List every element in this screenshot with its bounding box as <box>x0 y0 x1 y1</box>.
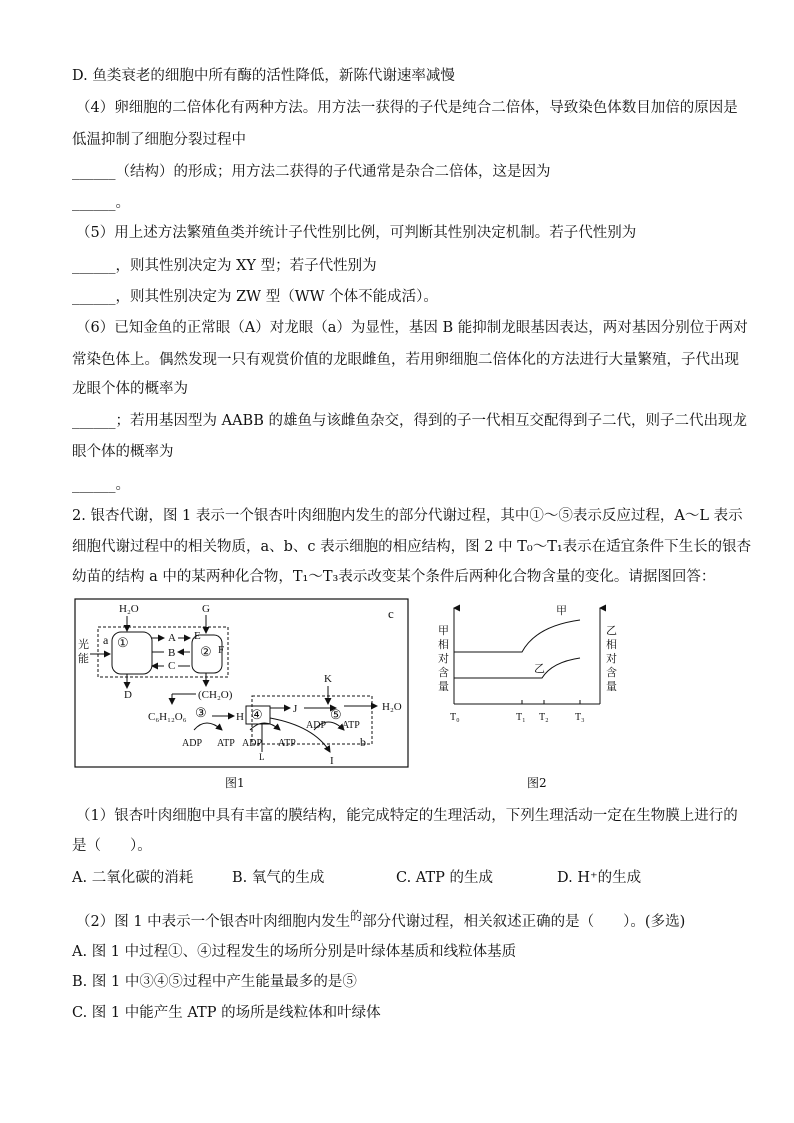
reaction-1: ① <box>117 635 129 650</box>
label-h2o-top: H₂O <box>119 603 139 615</box>
label-adp-1: ADP <box>182 738 203 749</box>
reaction-3: ③ <box>195 705 207 720</box>
label-atp-2: ATP <box>278 738 296 749</box>
label-adp-3: ADP <box>306 720 327 731</box>
tick-t2: T₂ <box>539 712 549 723</box>
label-b-sub: B <box>168 647 176 659</box>
figure-1-diagram <box>74 598 410 770</box>
tick-t3: T₃ <box>575 712 585 723</box>
figure-2-graph <box>430 602 630 732</box>
label-ch2o: (CH₂O) <box>198 689 233 701</box>
q6-line-2: 常染色体上。偶然发现一只有观赏价值的龙眼雌鱼，若用卵细胞二倍体化的方法进行大量繁殖，子代出现 <box>72 352 739 368</box>
sub-q2-part-2: 部分代谢过程，相关叙述正确的是（ ）。(多选) <box>362 913 686 930</box>
q1-option-c: C. ATP 的生成 <box>396 870 494 886</box>
q2-option-b: B. 图 1 中③④⑤过程中产生能量最多的是⑤ <box>72 974 357 990</box>
label-yi: 乙 <box>534 663 545 675</box>
q6-line-5: 眼个体的概率为 <box>72 444 174 460</box>
right-axis-char-3: 对 <box>606 653 617 665</box>
reaction-2: ② <box>200 644 212 659</box>
label-h: H <box>236 711 244 723</box>
q2-option-c: C. 图 1 中能产生 ATP 的场所是线粒体和叶绿体 <box>72 1005 381 1021</box>
label-glucose: C₆H₁₂O₆ <box>148 711 187 723</box>
right-axis-char-5: 量 <box>606 681 617 693</box>
option-d-line: D. 鱼类衰老的细胞中所有酶的活性降低，新陈代谢速率减慢 <box>72 68 455 84</box>
sub-q1-line-1: （1）银杏叶肉细胞中具有丰富的膜结构，能完成特定的生理活动，下列生理活动一定在生物膜上进行的 <box>76 808 738 824</box>
q2-stem-3: 幼苗的结构 a 中的某两种化合物，T₁～T₃表示改变某个条件后两种化合物含量的变化。请据图回答： <box>72 569 716 585</box>
sub-q1-line-2: 是（ ）。 <box>72 838 152 854</box>
reaction-4: ④ <box>251 707 263 722</box>
q6-blank-1: ______；若用基因型为 AABB 的雄鱼与该雌鱼杂交，得到的子一代相互交配得到子二代，则子二代出现龙 <box>72 413 747 429</box>
q4-line-1: （4）卵细胞的二倍体化有两种方法。用方法一获得的子代是纯合二倍体，导致染色体数目加倍的原因是 <box>76 100 738 116</box>
q1-option-b: B. 氧气的生成 <box>232 870 325 886</box>
q5-line-1: （5）用上述方法繁殖鱼类并统计子代性别比例，可判断其性别决定机制。若子代性别为 <box>76 225 637 241</box>
left-axis-char-1: 甲 <box>438 625 449 637</box>
curve-jia <box>454 620 580 652</box>
q4-line-2: 低温抑制了细胞分裂过程中 <box>72 132 246 148</box>
label-atp-1: ATP <box>217 738 235 749</box>
left-axis-char-4: 含 <box>438 667 449 679</box>
label-guang: 光 <box>78 639 89 651</box>
q6-blank-2: ______。 <box>72 477 130 493</box>
q2-option-a: A. 图 1 中过程①、④过程发生的场所分别是叶绿体基质和线粒体基质 <box>72 944 517 960</box>
q2-stem-2: 细胞代谢过程中的相关物质，a、b、c 表示细胞的相应结构，图 2 中 T₀～T₁表示在适宜条件下生长的银杏 <box>72 539 752 555</box>
figure-1-caption: 图1 <box>225 776 245 790</box>
q1-option-a: A. 二氧化碳的消耗 <box>72 870 194 886</box>
sub-q2-part-1: （2）图 1 中表示一个银杏叶肉细胞内发生 <box>76 913 351 930</box>
tick-t1: T₁ <box>516 712 526 723</box>
label-g: G <box>202 603 210 615</box>
label-l: L <box>259 752 265 762</box>
label-neng: 能 <box>78 653 89 665</box>
right-axis-char-1: 乙 <box>606 625 617 637</box>
q4-blank-2: ______。 <box>72 195 130 211</box>
q6-line-3: 龙眼个体的概率为 <box>72 381 188 397</box>
label-adp-2: ADP <box>242 738 263 749</box>
left-axis-char-2: 相 <box>438 639 449 651</box>
sub-q2-line <box>76 906 685 932</box>
label-b: b <box>360 735 366 749</box>
label-e: E <box>194 630 201 642</box>
q5-blank-2: ______，则其性别决定为 ZW 型（WW 个体不能成活）。 <box>72 289 438 305</box>
label-atp-3: ATP <box>342 720 360 731</box>
reaction-5: ⑤ <box>330 707 342 722</box>
figure-2-caption: 图2 <box>527 776 547 790</box>
q6-line-1: （6）已知金鱼的正常眼（A）对龙眼（a）为显性，基因 B 能抑制龙眼基因表达，两对基因分别位于两对 <box>76 320 748 336</box>
curve-yi <box>454 658 580 678</box>
label-a-sub: A <box>168 632 176 644</box>
q4-blank-1: ______（结构）的形成；用方法二获得的子代通常是杂合二倍体，这是因为 <box>72 164 551 180</box>
label-jia: 甲 <box>556 605 567 617</box>
label-f: F <box>218 644 225 656</box>
right-axis-char-4: 含 <box>606 667 617 679</box>
label-c: c <box>388 606 394 621</box>
q2-stem-1: 2. 银杏代谢，图 1 表示一个银杏叶肉细胞内发生的部分代谢过程，其中①～⑤表示反应过程，A～L 表示 <box>72 508 743 524</box>
left-axis-char-3: 对 <box>438 653 449 665</box>
label-k: K <box>324 673 332 685</box>
label-h2o-right: H₂O <box>382 701 402 713</box>
q5-blank-1: ______，则其性别决定为 XY 型；若子代性别为 <box>72 258 377 274</box>
sub-q2-sup: 的 <box>350 909 363 923</box>
label-j: J <box>293 703 298 715</box>
label-d: D <box>124 689 132 701</box>
tick-t0: T₀ <box>450 712 460 723</box>
left-axis-char-5: 量 <box>438 681 449 693</box>
right-axis-char-2: 相 <box>606 639 617 651</box>
label-c-sub: C <box>168 660 176 672</box>
label-a: a <box>103 633 109 647</box>
q1-option-d: D. H⁺的生成 <box>557 870 642 886</box>
label-i: I <box>330 755 334 767</box>
